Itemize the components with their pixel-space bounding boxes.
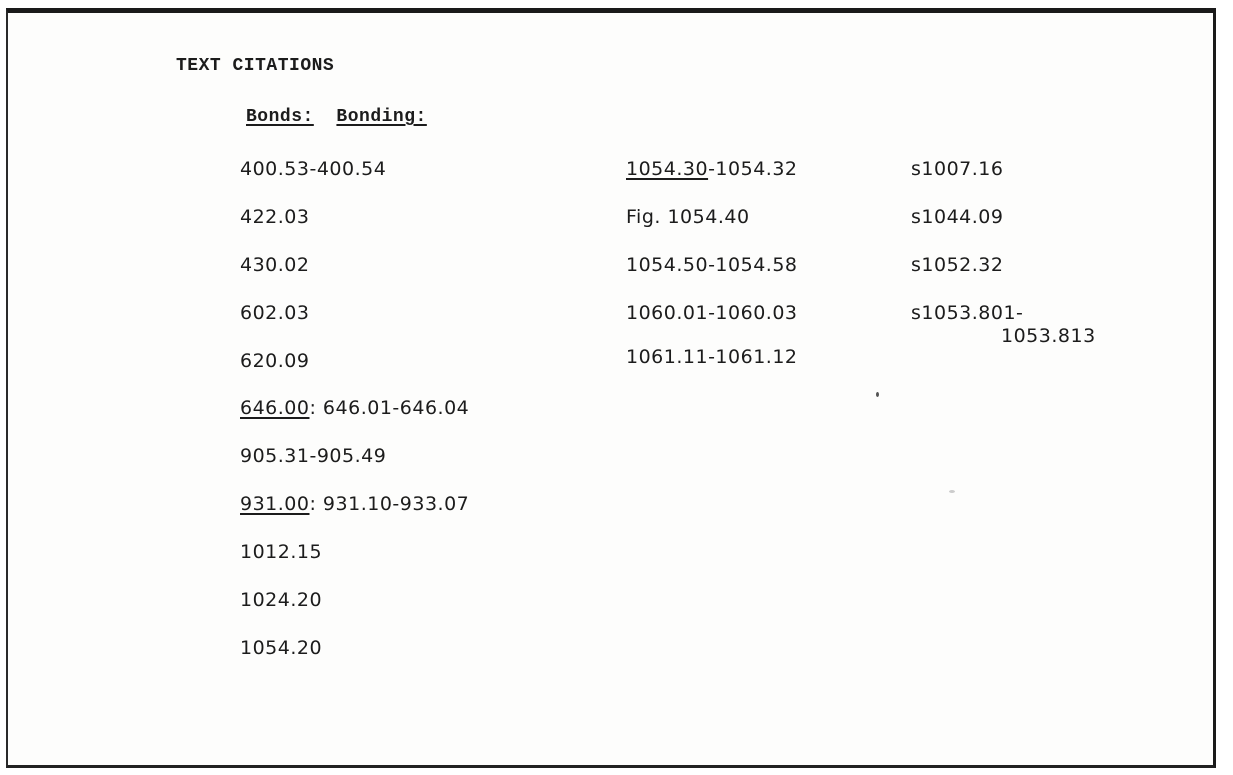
citation-entry: 1012.15: [240, 541, 323, 563]
citation-entry: 602.03: [240, 302, 310, 324]
citation-ref-underlined: 646.00: [240, 397, 310, 419]
citation-range: -1054.32: [708, 158, 798, 180]
subheading: [246, 107, 427, 127]
citation-range: : 646.01-646.04: [309, 397, 470, 419]
citation-entry: 422.03: [240, 206, 310, 228]
scan-speck: [949, 490, 955, 493]
citation-entry: 430.02: [240, 254, 310, 276]
scan-speck: [876, 392, 879, 397]
citation-entry: [240, 397, 469, 419]
citation-entry: 1024.20: [240, 589, 323, 611]
citation-entry: s1007.16: [911, 158, 1004, 180]
citation-entry: s1052.32: [911, 254, 1004, 276]
citation-ref-underlined: 1054.30: [626, 158, 709, 180]
citation-entry: [626, 158, 798, 180]
citation-entry: 1054.20: [240, 637, 323, 659]
citation-card: [6, 8, 1216, 768]
citation-ref-underlined: 931.00: [240, 493, 310, 515]
citation-entry: Fig. 1054.40: [626, 206, 750, 228]
citation-entry: s1044.09: [911, 206, 1004, 228]
citation-entry: [240, 493, 469, 515]
subheading-bonds: Bonds:: [246, 107, 314, 127]
citation-entry: 400.53-400.54: [240, 158, 387, 180]
citation-entry: 1061.11-1061.12: [626, 346, 798, 368]
heading-text-citations: TEXT CITATIONS: [176, 56, 335, 76]
citation-entry: 1060.01-1060.03: [626, 302, 798, 324]
subheading-bonding: Bonding:: [336, 107, 427, 127]
citation-range: : 931.10-933.07: [309, 493, 470, 515]
citation-entry: 620.09: [240, 350, 310, 372]
citation-entry: s1053.801-: [911, 302, 1024, 324]
citation-entry-continuation: 1053.813: [1001, 325, 1096, 347]
citation-entry: 905.31-905.49: [240, 445, 387, 467]
citation-entry: 1054.50-1054.58: [626, 254, 798, 276]
